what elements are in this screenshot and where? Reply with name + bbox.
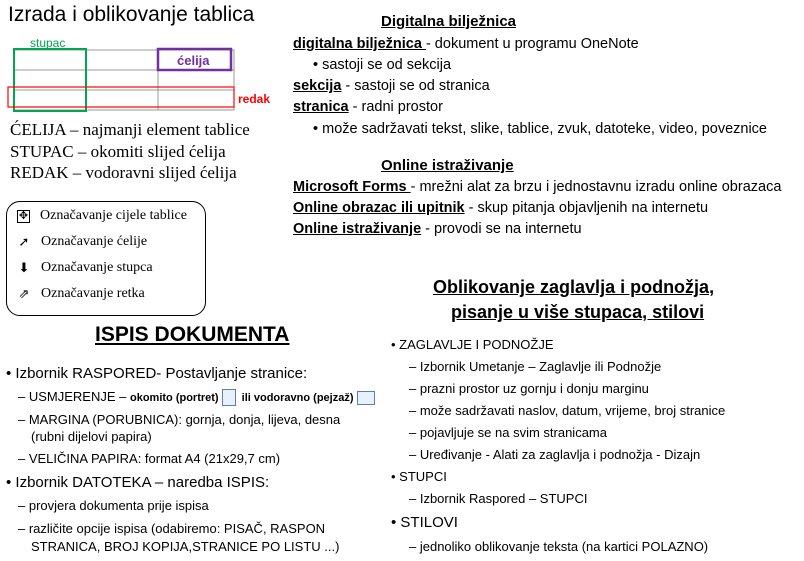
definition-celija: ĆELIJA – najmanji element tablice: [10, 120, 250, 139]
selection-legend: [6, 201, 206, 316]
section-title-header-footer: Oblikovanje zaglavlja i podnožja,: [433, 277, 715, 297]
print-sub-2b: (rubni dijelovi papira): [31, 429, 152, 444]
hf-sub-3: – može sadržavati naslov, datum, vrijeme, broj stranice: [409, 403, 726, 418]
hf-sub-6: – Izbornik Raspored – STUPCI: [409, 491, 588, 506]
print-sub-4: – provjera dokumenta prije ispisa: [18, 498, 209, 513]
print-sub-1: – USMJERENJE – okomito (portret) ili vodoravno (pejzaž): [18, 389, 378, 406]
digital-line-3: sekcija - sastoji se od stranica: [293, 78, 490, 94]
print-sub-5: – različite opcije ispisa (odabiremo: PISAČ, RASPON: [18, 521, 326, 536]
online-line-2: Online obrazac ili upitnik - skup pitanja objavljenih na internetu: [293, 200, 709, 216]
legend-row-table: [17, 208, 187, 224]
digital-line-1: digitalna bilježnica - dokument u programu OneNote: [293, 36, 639, 52]
online-line-1: Microsoft Forms - mrežni alat za brzu i jednostavnu izradu online obrazaca: [293, 179, 782, 195]
print-sub-3: – VELIČINA PAPIRA: format A4 (21x29,7 cm): [18, 451, 281, 466]
hf-bullet-3: • STILOVI: [391, 514, 458, 531]
diagonal-arrow-icon: ➚: [18, 234, 30, 249]
hf-sub-5: – Uređivanje - Alati za zaglavlja i podnožja - Dizajn: [409, 447, 701, 462]
legend-text: Označavanje ćelije: [41, 234, 148, 249]
legend-text: Označavanje retka: [41, 286, 145, 301]
hf-bullet-2: • STUPCI: [391, 469, 447, 484]
digital-line-5: • može sadržavati tekst, slike, tablice, zvuk, datoteke, video, poveznice: [313, 121, 767, 137]
stupac-label: stupac: [30, 36, 66, 50]
move-handle-icon: ✥: [18, 209, 29, 222]
digital-line-2: • sastoji se od sekcija: [313, 57, 452, 73]
legend-row-column: [17, 260, 153, 276]
section-title-online-research: Online istraživanje: [381, 157, 514, 174]
legend-text: Označavanje stupca: [41, 260, 153, 275]
digital-line-4: stranica - radni prostor: [293, 99, 443, 115]
legend-row-row: [17, 286, 145, 302]
hf-sub-2: – prazni prostor uz gornju i donju marginu: [409, 381, 649, 396]
print-sub-2: – MARGINA (PORUBNICA): gornja, donja, lijeva, desna: [18, 412, 341, 427]
section-title-digital-notebook: Digitalna bilježnica: [381, 13, 517, 30]
definition-stupac: STUPAC – okomiti slijed ćelija: [10, 142, 226, 161]
landscape-page-icon: [357, 391, 375, 405]
celija-label: ćelija: [177, 53, 210, 68]
hf-sub-7: – jednoliko oblikovanje teksta (na kartici POLAZNO): [409, 539, 709, 554]
portrait-page-icon: [222, 389, 236, 406]
definition-redak: REDAK – vodoravni slijed ćelija: [10, 163, 237, 182]
legend-row-cell: [17, 234, 147, 250]
print-bullet-1: • Izbornik RASPORED- Postavljanje stranice:: [6, 365, 308, 382]
section-title-tables: Izrada i oblikovanje tablica: [8, 3, 255, 26]
legend-text: Označavanje cijele tablice: [40, 208, 187, 223]
print-sub-5b: STRANICA, BROJ KOPIJA,STRANICE PO LISTU ...): [31, 539, 340, 554]
hf-sub-1: – Izbornik Umetanje – Zaglavlje ili Podnožje: [409, 359, 662, 374]
hf-bullet-1: • ZAGLAVLJE I PODNOŽJE: [391, 337, 554, 352]
column-highlight: [14, 49, 86, 111]
online-line-3: Online istraživanje - provodi se na internetu: [293, 221, 582, 237]
section-title-printing: ISPIS DOKUMENTA: [95, 323, 290, 346]
down-arrow-icon: ⬇: [18, 260, 30, 275]
redak-label: redak: [238, 92, 271, 106]
outline-arrow-icon: ⇗: [18, 286, 30, 301]
section-title-columns-styles: pisanje u više stupaca, stilovi: [451, 302, 705, 322]
print-bullet-2: • Izbornik DATOTEKA – naredba ISPIS:: [6, 474, 270, 491]
hf-sub-4: – pojavljuje se na svim stranicama: [409, 425, 607, 440]
